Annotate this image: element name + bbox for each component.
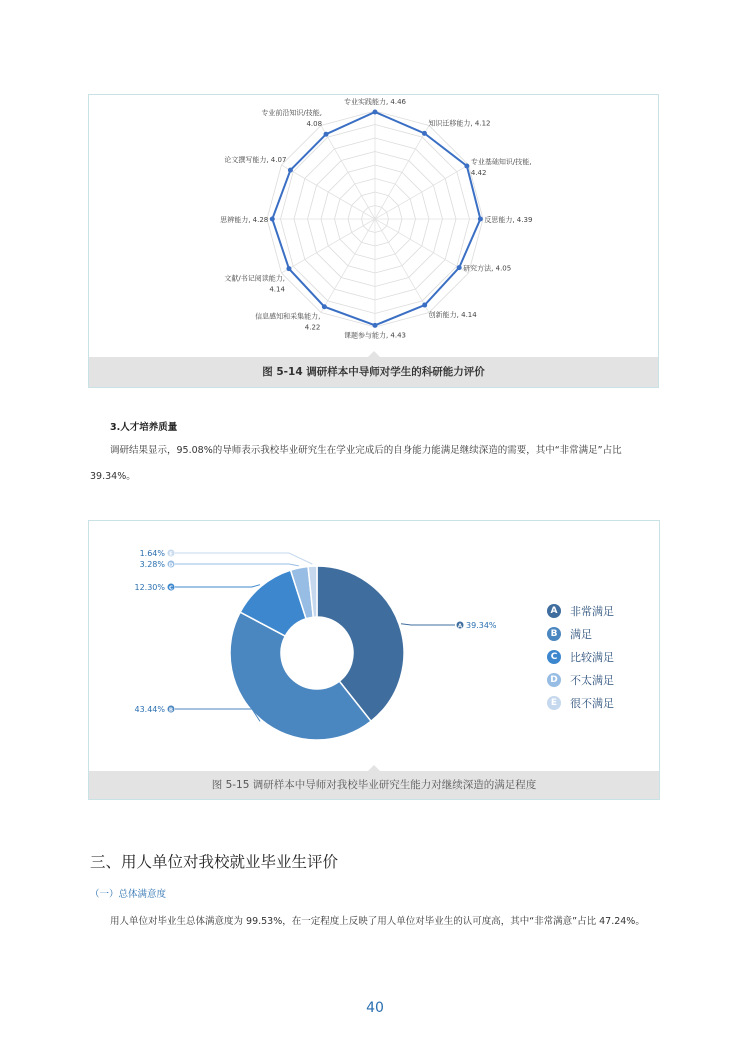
radar-data-point bbox=[286, 266, 291, 271]
legend-label: 不太满足 bbox=[570, 673, 614, 687]
donut-figure bbox=[88, 520, 660, 800]
chapter-title: 三、用人单位对我校就业毕业生评价 bbox=[90, 853, 339, 871]
legend-label: 满足 bbox=[570, 627, 592, 641]
donut-label-letter: A bbox=[457, 623, 463, 630]
radar-point-label: 论文撰写能力, 4.07 bbox=[224, 156, 287, 165]
donut-value-label: 39.34% bbox=[466, 621, 497, 630]
radar-data-point bbox=[288, 168, 293, 173]
legend-item bbox=[547, 645, 614, 668]
figure-caption-5-14 bbox=[89, 357, 658, 387]
radar-data-point bbox=[270, 217, 275, 222]
body-paragraph: 调研结果显示，95.08%的导师表示我校毕业研究生在学业完成后的自身能力能满足继续深造的需要，其中“非常满足”占比 39.34%。 bbox=[90, 445, 622, 482]
legend-swatch: A bbox=[547, 604, 561, 618]
radar-data-point bbox=[478, 217, 483, 222]
radar-point-label: 课题参与能力, 4.43 bbox=[343, 331, 407, 340]
radar-figure bbox=[88, 94, 659, 388]
donut-chart bbox=[89, 521, 529, 773]
chart-legend bbox=[547, 599, 614, 714]
radar-point-label: 反思能力, 4.39 bbox=[484, 216, 533, 224]
donut-leader-line bbox=[175, 709, 260, 721]
radar-point-label: 专业基础知识/技能, 4.42 bbox=[470, 157, 532, 177]
legend-item bbox=[547, 599, 614, 622]
donut-leader-line bbox=[175, 585, 260, 587]
legend-swatch: C bbox=[547, 650, 561, 664]
radar-data-point bbox=[464, 163, 469, 168]
radar-point-label: 创新能力, 4.14 bbox=[428, 311, 477, 320]
radar-point-label: 文献/书记阅读能力, 4.14 bbox=[224, 274, 285, 294]
subsection-title: （一）总体满意度 bbox=[90, 889, 167, 900]
caption-notch bbox=[368, 351, 380, 357]
radar-data-point bbox=[322, 304, 327, 309]
radar-point-label: 专业实践能力, 4.46 bbox=[343, 97, 407, 106]
radar-data-point bbox=[457, 265, 462, 270]
legend-label: 很不满足 bbox=[570, 696, 614, 710]
figure-caption-text: 图 5-14 调研样本中导师对学生的科研能力评价 bbox=[262, 366, 485, 378]
caption-notch bbox=[368, 765, 380, 771]
donut-value-label: 43.44% bbox=[134, 705, 165, 714]
legend-swatch: B bbox=[547, 627, 561, 641]
radar-chart bbox=[89, 95, 658, 357]
donut-leader-line bbox=[175, 553, 312, 564]
section-heading: 3.人才培养质量 bbox=[110, 422, 178, 433]
radar-point-label: 研究方法, 4.05 bbox=[463, 264, 512, 273]
radar-data-point bbox=[422, 131, 427, 136]
legend-swatch: D bbox=[547, 673, 561, 687]
legend-item bbox=[547, 668, 614, 691]
legend-swatch: E bbox=[547, 696, 561, 710]
radar-point-label: 专业前沿知识/技能, 4.08 bbox=[261, 109, 323, 129]
donut-label-letter: C bbox=[168, 585, 174, 592]
figure-caption-text: 图 5-15 调研样本中导师对我校毕业研究生能力对继续深造的满足程度 bbox=[211, 779, 537, 791]
legend-item bbox=[547, 691, 614, 714]
donut-label-letter: B bbox=[168, 707, 174, 714]
radar-data-point bbox=[373, 323, 378, 328]
donut-value-label: 12.30% bbox=[134, 583, 165, 592]
donut-leader-line bbox=[401, 624, 455, 625]
donut-value-label: 3.28% bbox=[139, 560, 165, 569]
radar-point-label: 思辨能力, 4.28 bbox=[220, 216, 269, 224]
donut-label-letter: E bbox=[169, 551, 173, 558]
legend-item bbox=[547, 622, 614, 645]
radar-data-point bbox=[373, 109, 378, 114]
figure-caption-5-15 bbox=[89, 771, 659, 799]
page-number: 40 bbox=[366, 1000, 384, 1016]
radar-point-label: 信息感知和采集能力, 4.22 bbox=[255, 312, 321, 332]
donut-value-label: 1.64% bbox=[139, 549, 165, 558]
legend-label: 非常满足 bbox=[570, 604, 614, 618]
radar-data-point bbox=[422, 303, 427, 308]
body-paragraph: 用人单位对毕业生总体满意度为 99.53%，在一定程度上反映了用人单位对毕业生的认可度高，其中“非常满意”占比 47.24%。 bbox=[110, 916, 645, 927]
radar-point-label: 知识迁移能力, 4.12 bbox=[428, 119, 491, 128]
donut-label-letter: D bbox=[168, 562, 174, 569]
radar-data-point bbox=[324, 132, 329, 137]
legend-label: 比较满足 bbox=[570, 650, 614, 664]
donut-leader-line bbox=[175, 564, 299, 566]
